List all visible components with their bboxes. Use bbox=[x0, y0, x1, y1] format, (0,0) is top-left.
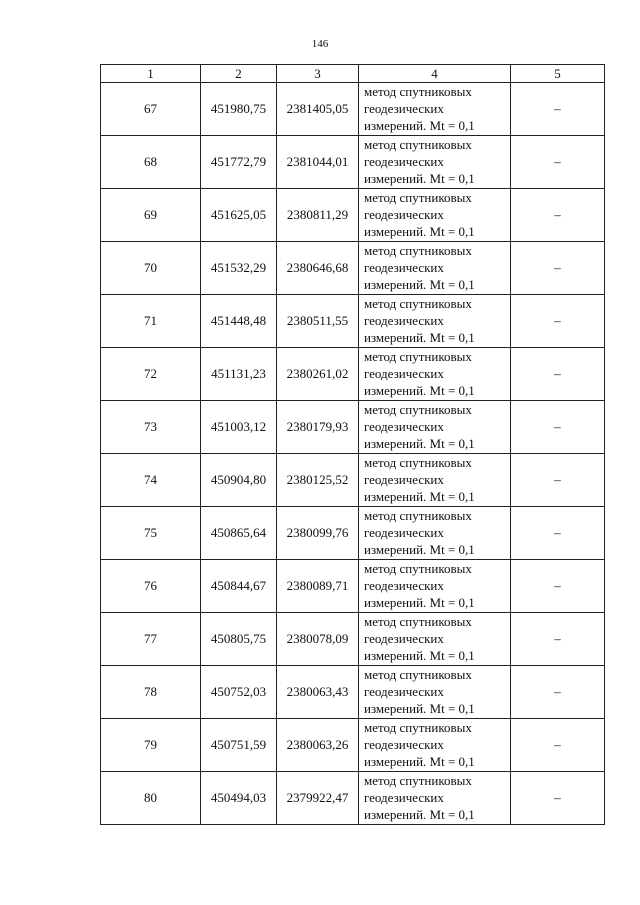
note-cell: – bbox=[511, 507, 605, 560]
header-cell-3: 3 bbox=[277, 65, 359, 83]
method-text-line: геодезических bbox=[364, 525, 444, 540]
method-text-line: геодезических bbox=[364, 578, 444, 593]
method-text-line: измерений. Mt = 0,1 bbox=[364, 754, 475, 769]
method-cell bbox=[359, 295, 511, 348]
y-coordinate-cell: 2380125,52 bbox=[277, 454, 359, 507]
note-cell: – bbox=[511, 189, 605, 242]
header-cell-1: 1 bbox=[101, 65, 201, 83]
method-text-line: измерений. Mt = 0,1 bbox=[364, 648, 475, 663]
method-cell bbox=[359, 242, 511, 295]
note-cell: – bbox=[511, 83, 605, 136]
table-row bbox=[101, 454, 605, 507]
method-text-line: геодезических bbox=[364, 790, 444, 805]
x-coordinate-cell: 450844,67 bbox=[201, 560, 277, 613]
method-text-line: геодезических bbox=[364, 101, 444, 116]
method-cell bbox=[359, 719, 511, 772]
method-text-line: измерений. Mt = 0,1 bbox=[364, 489, 475, 504]
y-coordinate-cell: 2381405,05 bbox=[277, 83, 359, 136]
y-coordinate-cell: 2380089,71 bbox=[277, 560, 359, 613]
x-coordinate-cell: 451625,05 bbox=[201, 189, 277, 242]
method-text-line: геодезических bbox=[364, 472, 444, 487]
method-text-line: метод спутниковых bbox=[364, 773, 472, 788]
method-cell bbox=[359, 613, 511, 666]
method-text-line: геодезических bbox=[364, 260, 444, 275]
point-number-cell: 74 bbox=[101, 454, 201, 507]
x-coordinate-cell: 450865,64 bbox=[201, 507, 277, 560]
table-row bbox=[101, 772, 605, 825]
point-number-cell: 69 bbox=[101, 189, 201, 242]
point-number-cell: 72 bbox=[101, 348, 201, 401]
point-number-cell: 80 bbox=[101, 772, 201, 825]
method-text-line: измерений. Mt = 0,1 bbox=[364, 171, 475, 186]
method-text-line: метод спутниковых bbox=[364, 667, 472, 682]
x-coordinate-cell: 450805,75 bbox=[201, 613, 277, 666]
header-cell-5: 5 bbox=[511, 65, 605, 83]
table-row bbox=[101, 136, 605, 189]
method-cell bbox=[359, 560, 511, 613]
table-header bbox=[101, 65, 605, 83]
method-text-line: метод спутниковых bbox=[364, 84, 472, 99]
coordinates-table bbox=[100, 64, 605, 825]
note-cell: – bbox=[511, 295, 605, 348]
x-coordinate-cell: 450751,59 bbox=[201, 719, 277, 772]
method-text-line: измерений. Mt = 0,1 bbox=[364, 118, 475, 133]
method-text-line: метод спутниковых bbox=[364, 137, 472, 152]
y-coordinate-cell: 2380063,26 bbox=[277, 719, 359, 772]
method-text-line: измерений. Mt = 0,1 bbox=[364, 595, 475, 610]
method-text-line: метод спутниковых bbox=[364, 296, 472, 311]
note-cell: – bbox=[511, 454, 605, 507]
point-number-cell: 77 bbox=[101, 613, 201, 666]
note-cell: – bbox=[511, 719, 605, 772]
point-number-cell: 71 bbox=[101, 295, 201, 348]
y-coordinate-cell: 2380099,76 bbox=[277, 507, 359, 560]
table-row bbox=[101, 719, 605, 772]
method-text-line: измерений. Mt = 0,1 bbox=[364, 383, 475, 398]
method-text-line: геодезических bbox=[364, 631, 444, 646]
table-row bbox=[101, 613, 605, 666]
method-text-line: измерений. Mt = 0,1 bbox=[364, 277, 475, 292]
coordinates-table-container bbox=[100, 64, 604, 825]
y-coordinate-cell: 2380511,55 bbox=[277, 295, 359, 348]
y-coordinate-cell: 2380261,02 bbox=[277, 348, 359, 401]
method-text-line: измерений. Mt = 0,1 bbox=[364, 330, 475, 345]
x-coordinate-cell: 450752,03 bbox=[201, 666, 277, 719]
x-coordinate-cell: 450494,03 bbox=[201, 772, 277, 825]
note-cell: – bbox=[511, 136, 605, 189]
method-text-line: метод спутниковых bbox=[364, 720, 472, 735]
note-cell: – bbox=[511, 401, 605, 454]
point-number-cell: 73 bbox=[101, 401, 201, 454]
y-coordinate-cell: 2380063,43 bbox=[277, 666, 359, 719]
method-cell bbox=[359, 83, 511, 136]
x-coordinate-cell: 451448,48 bbox=[201, 295, 277, 348]
method-text-line: метод спутниковых bbox=[364, 561, 472, 576]
method-text-line: геодезических bbox=[364, 154, 444, 169]
note-cell: – bbox=[511, 666, 605, 719]
point-number-cell: 78 bbox=[101, 666, 201, 719]
x-coordinate-cell: 451532,29 bbox=[201, 242, 277, 295]
method-cell bbox=[359, 401, 511, 454]
method-text-line: метод спутниковых bbox=[364, 614, 472, 629]
method-cell bbox=[359, 454, 511, 507]
point-number-cell: 68 bbox=[101, 136, 201, 189]
method-text-line: измерений. Mt = 0,1 bbox=[364, 701, 475, 716]
note-cell: – bbox=[511, 613, 605, 666]
note-cell: – bbox=[511, 242, 605, 295]
point-number-cell: 67 bbox=[101, 83, 201, 136]
method-text-line: измерений. Mt = 0,1 bbox=[364, 542, 475, 557]
method-text-line: метод спутниковых bbox=[364, 243, 472, 258]
method-text-line: метод спутниковых bbox=[364, 402, 472, 417]
method-cell bbox=[359, 136, 511, 189]
method-cell bbox=[359, 348, 511, 401]
x-coordinate-cell: 451772,79 bbox=[201, 136, 277, 189]
table-row bbox=[101, 401, 605, 454]
method-text-line: геодезических bbox=[364, 419, 444, 434]
header-cell-2: 2 bbox=[201, 65, 277, 83]
y-coordinate-cell: 2380811,29 bbox=[277, 189, 359, 242]
method-cell bbox=[359, 507, 511, 560]
table-row bbox=[101, 242, 605, 295]
point-number-cell: 79 bbox=[101, 719, 201, 772]
x-coordinate-cell: 451131,23 bbox=[201, 348, 277, 401]
y-coordinate-cell: 2381044,01 bbox=[277, 136, 359, 189]
note-cell: – bbox=[511, 348, 605, 401]
x-coordinate-cell: 451003,12 bbox=[201, 401, 277, 454]
method-text-line: метод спутниковых bbox=[364, 349, 472, 364]
method-text-line: метод спутниковых bbox=[364, 190, 472, 205]
x-coordinate-cell: 450904,80 bbox=[201, 454, 277, 507]
x-coordinate-cell: 451980,75 bbox=[201, 83, 277, 136]
y-coordinate-cell: 2380179,93 bbox=[277, 401, 359, 454]
method-cell bbox=[359, 772, 511, 825]
page-number: 146 bbox=[311, 38, 329, 50]
method-text-line: геодезических bbox=[364, 207, 444, 222]
table-row bbox=[101, 295, 605, 348]
y-coordinate-cell: 2379922,47 bbox=[277, 772, 359, 825]
method-text-line: измерений. Mt = 0,1 bbox=[364, 807, 475, 822]
y-coordinate-cell: 2380646,68 bbox=[277, 242, 359, 295]
method-text-line: геодезических bbox=[364, 313, 444, 328]
method-text-line: геодезических bbox=[364, 684, 444, 699]
header-row bbox=[101, 65, 605, 83]
table-row bbox=[101, 560, 605, 613]
method-text-line: геодезических bbox=[364, 366, 444, 381]
note-cell: – bbox=[511, 560, 605, 613]
table-row bbox=[101, 348, 605, 401]
method-cell bbox=[359, 189, 511, 242]
table-row bbox=[101, 507, 605, 560]
y-coordinate-cell: 2380078,09 bbox=[277, 613, 359, 666]
method-text-line: метод спутниковых bbox=[364, 455, 472, 470]
method-text-line: геодезических bbox=[364, 737, 444, 752]
point-number-cell: 70 bbox=[101, 242, 201, 295]
method-cell bbox=[359, 666, 511, 719]
header-cell-4: 4 bbox=[359, 65, 511, 83]
table-row bbox=[101, 666, 605, 719]
table-body bbox=[101, 83, 605, 825]
table-row bbox=[101, 189, 605, 242]
method-text-line: метод спутниковых bbox=[364, 508, 472, 523]
method-text-line: измерений. Mt = 0,1 bbox=[364, 436, 475, 451]
method-text-line: измерений. Mt = 0,1 bbox=[364, 224, 475, 239]
point-number-cell: 75 bbox=[101, 507, 201, 560]
point-number-cell: 76 bbox=[101, 560, 201, 613]
note-cell: – bbox=[511, 772, 605, 825]
table-row bbox=[101, 83, 605, 136]
